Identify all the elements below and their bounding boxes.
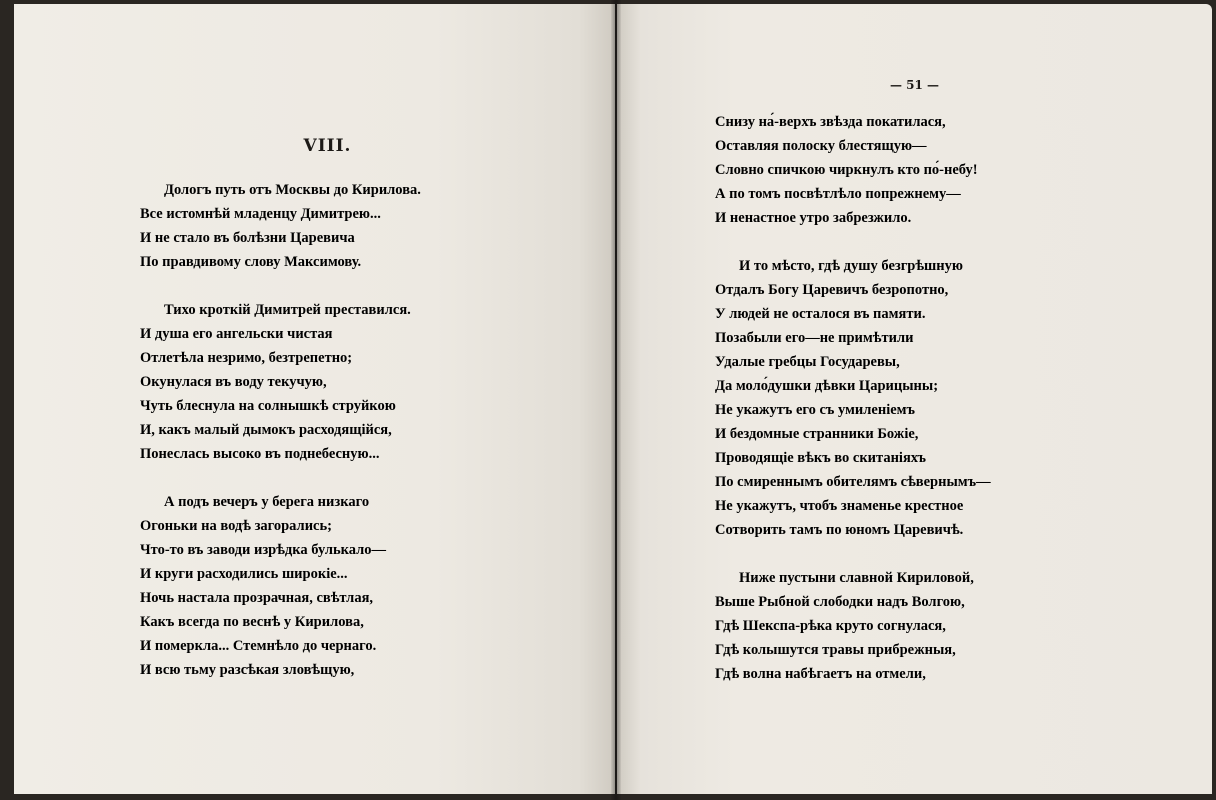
poem-line: Что-то въ заводи изрѣдка булькало— <box>140 542 387 558</box>
poem-line: Оставляя полоску блестящую— <box>715 138 927 154</box>
poem-line: Выше Рыбной слободки надъ Волгою, <box>715 594 965 610</box>
poem-line: Гдѣ волна набѣгаетъ на отмели, <box>715 666 926 682</box>
poem-line: Понеслась высоко въ поднебесную... <box>140 446 380 462</box>
poem-line: Гдѣ колышутся травы прибрежныя, <box>715 642 956 658</box>
poem-line: А по томъ посвѣтлѣло попрежнему— <box>715 186 961 202</box>
poem-line: И, какъ малый дымокъ расходящійся, <box>140 422 392 438</box>
poem-line: Ниже пустыни славной Кириловой, <box>739 570 974 586</box>
poem-line: И ненастное утро забрезжило. <box>715 210 912 226</box>
right-page <box>617 4 1212 794</box>
poem-line: Отдалъ Богу Царевичъ безропотно, <box>715 282 949 298</box>
left-page-poem <box>140 178 421 682</box>
poem-line: И померкла... Стемнѣло до чернаго. <box>140 638 377 654</box>
poem-line: И душа его ангельски чистая <box>140 326 333 342</box>
poem-line: Гдѣ Шекспа-рѣка круто согнулася, <box>715 618 946 634</box>
page-number: — 51 — <box>889 78 940 92</box>
poem-line: Удалые гребцы Государевы, <box>715 354 900 370</box>
poem-line: И круги расходились широкіе... <box>140 566 348 582</box>
book-gutter <box>611 0 621 800</box>
poem-line: Не укажутъ его съ умиленіемъ <box>715 402 915 418</box>
poem-line: Дологъ путь отъ Москвы до Кирилова. <box>164 182 421 198</box>
poem-line: Словно спичкою чиркнулъ кто по́-небу! <box>715 162 978 178</box>
poem-line: Не укажутъ, чтобъ знаменье крестное <box>715 498 964 514</box>
poem-line: Ночь настала прозрачная, свѣтлая, <box>140 590 374 606</box>
poem-line: Сотворить тамъ по юномъ Царевичѣ. <box>715 522 964 538</box>
poem-line: Окунулася въ воду текучую, <box>140 374 327 390</box>
poem-line: И всю тьму разсѣкая зловѣщую, <box>140 662 355 678</box>
poem-line: По правдивому слову Максимову. <box>140 254 362 270</box>
stanza-gap <box>715 542 991 566</box>
poem-line: По смиреннымъ обителямъ сѣвернымъ— <box>715 474 991 490</box>
poem-line: Чуть блеснула на солнышкѣ струйкою <box>140 398 396 414</box>
poem-line: И бездомные странники Божіе, <box>715 426 919 442</box>
poem-line: Тихо кроткій Димитрей преставился. <box>164 302 411 318</box>
left-page <box>14 4 615 794</box>
poem-line: И не стало въ болѣзни Царевича <box>140 230 355 246</box>
poem-line: Позабыли его—не примѣтили <box>715 330 914 346</box>
poem-line: А подъ вечеръ у берега низкаго <box>164 494 370 510</box>
poem-line: Снизу на́-верхъ звѣзда покатилася, <box>715 114 946 130</box>
poem-line: Какъ всегда по веснѣ у Кирилова, <box>140 614 364 630</box>
poem-line: И то мѣсто, гдѣ душу безгрѣшную <box>739 258 963 274</box>
chapter-heading: VIII. <box>303 136 352 156</box>
poem-line: Отлетѣла незримо, безтрепетно; <box>140 350 353 366</box>
stanza-gap <box>140 274 421 298</box>
right-page-poem <box>715 110 991 686</box>
poem-line: Все истомнѣй младенцу Димитрею... <box>140 206 381 222</box>
poem-line: Проводящіе вѣкъ во скитаніяхъ <box>715 450 926 466</box>
poem-line: Да моло́душки дѣвки Царицыны; <box>715 378 939 394</box>
poem-line: Огоньки на водѣ загорались; <box>140 518 332 534</box>
poem-line: У людей не осталося въ памяти. <box>715 306 926 322</box>
stanza-gap <box>715 230 991 254</box>
stanza-gap <box>140 466 421 490</box>
